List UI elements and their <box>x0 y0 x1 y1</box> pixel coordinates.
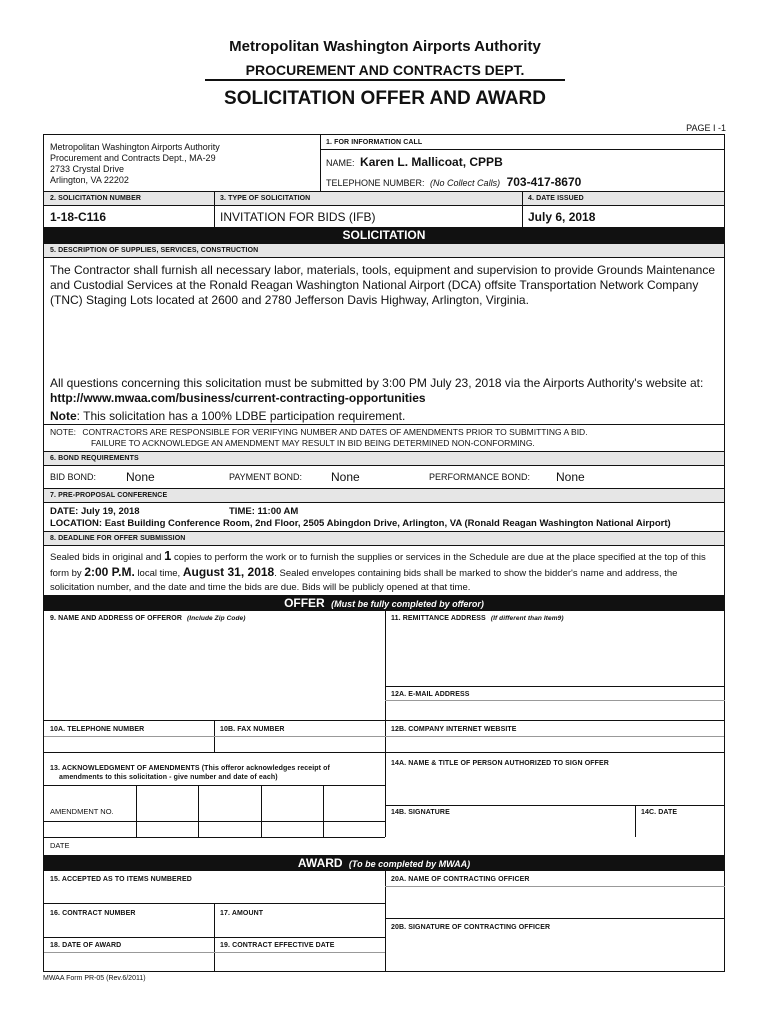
conference-time: TIME: 11:00 AM <box>229 506 299 517</box>
contact-phone: 703-417-8670 <box>506 175 582 189</box>
contact-name-row: NAME: Karen L. Mallicoat, CPPB <box>326 155 503 169</box>
date-issued-label: 4. DATE ISSUED <box>528 195 584 202</box>
amendment-date-label: DATE <box>50 841 70 850</box>
date-issued: July 6, 2018 <box>528 210 596 224</box>
page-number: PAGE I -1 <box>686 123 726 133</box>
deadline-label: 8. DEADLINE FOR OFFER SUBMISSION <box>50 535 186 542</box>
questions-block: All questions concerning this solicitation must be submitted by 3:00 PM July 23, 2018 via the Airports Authority's website at: http://www.mwaa.com/business/current-contracting-opportunities <box>50 376 704 405</box>
signature-label: 14B. SIGNATURE <box>391 809 450 816</box>
amount-label: 17. AMOUNT <box>220 910 264 917</box>
award-date-label: 18. DATE OF AWARD <box>50 942 122 949</box>
contracting-officer-name-label: 20A. NAME OF CONTRACTING OFFICER <box>391 876 530 883</box>
questions-url[interactable]: http://www.mwaa.com/business/current-contracting-opportunities <box>50 391 426 405</box>
solicitation-type-label: 3. TYPE OF SOLICITATION <box>220 195 311 202</box>
dept-title: PROCUREMENT AND CONTRACTS DEPT. <box>205 62 565 81</box>
bond-requirements-label: 6. BOND REQUIREMENTS <box>50 455 139 462</box>
telephone-label: 10A. TELEPHONE NUMBER <box>50 726 145 733</box>
performance-bond: None <box>556 470 585 484</box>
solicitation-number-label: 2. SOLICITATION NUMBER <box>50 195 141 202</box>
fax-label: 10B. FAX NUMBER <box>220 726 285 733</box>
info-call-label: 1. FOR INFORMATION CALL <box>326 139 423 146</box>
website-label: 12B. COMPANY INTERNET WEBSITE <box>391 726 517 733</box>
deadline-text: Sealed bids in original and 1 copies to perform the work or to furnish the supplies or services in the Schedule are due at the place specified at the top of this form by 2:00 P.M. local time, August 31, 2018. Sealed envelopes containing bids shall be marked to show the bidder's name and address, the solicitation number, and the date and time the bids are due. Bids will be publicly opened at that time. <box>50 548 706 593</box>
description-text: The Contractor shall furnish all necessary labor, materials, tools, equipment and supervision to provide Grounds Maintenance and Custodial Services at the Ronald Reagan Washington National Airport (DCA) offsite Transportation Network Company (TNC) Staging Lots located at 2600 and 2780 Jefferson Davis Highway, Arlington, Virginia. <box>50 263 716 307</box>
form-id: MWAA Form PR-05 (Rev.6/2011) <box>43 975 146 982</box>
payment-bond: None <box>331 470 360 484</box>
solicitation-form: Metropolitan Washington Airports Authority Procurement and Contracts Dept., MA-29 2733 Crystal Drive Arlington, VA 22202 1. FOR INFORMATION CALL NAME: Karen L. Mallicoat, CPPB TELEPHONE NUMBER: (No Collect Calls) 703-417-8670 2. SOLICITATION NUMBER 3. TYPE OF SOLICITATION 4. DATE ISSUED 1-18-C116 INVITATION FOR BIDS (IFB) July 6, 2018 SOLICITATION 5. DESCRIPTION OF SUPPLIES, SERVICES, CONSTRUCTION The Contractor shall furnish all necessary labor, materials, tools, equipment and supervision to provide Grounds Maintenance and Custodial Services at the Ronald Reagan Washington National Airport (DCA) offsite Transportation Network Company (TNC) Staging Lots located at 2600 and 2780 Jefferson Davis Highway, Arlington, Virginia. All questions concerning this solicitation must be submitted by 3:00 PM July 23, 2018 via the Airports Authority's website at: http://www.mwaa.com/business/current-contracting-opportunities Note: This solicitation has a 100% LDBE participation requirement. NOTE: CONTRACTORS ARE RESPONSIBLE FOR VERIFYING NUMBER AND DATES OF AMENDMENTS PRIOR TO SUBMITTING A BID. FAILURE TO ACKNOWLEDGE AN AMENDMENT MAY RESULT IN BID BEING DETERMINED NON-CONFORMING. 6. BOND REQUIREMENTS BID BOND: None PAYMENT BOND: None PERFORMANCE BOND: None 7. PRE-PROPOSAL CONFERENCE DATE: July 19, 2018 TIME: 11:00 AM LOCATION: East Building Conference Room, 2nd Floor, 2505 Abingdon Drive, Arlington, VA (Ronald Reagan Washington National Airport) 8. DEADLINE FOR OFFER SUBMISSION Sealed bids in original and 1 copies to perform the work or to furnish the supplies or services in the Schedule are due at the place specified at the top of this form by 2:00 P.M. local time, August 31, 2018. Sealed envelopes containing bids shall be marked to show the bidder's name and address, the solicitation number, and the date and time the bids are due. Bids will be publicly opened at that time. OFFER (Must be fully completed by offeror) 9. NAME AND ADDRESS OF OFFEROR (Include Zip Code) 11. REMITTANCE ADDRESS (If different than Item9) 12A. E-MAIL ADDRESS 10A. TELEPHONE NUMBER 10B. FAX NUMBER 12B. COMPANY INTERNET WEBSITE 13. ACKNOWLEDGMENT OF AMENDMENTS (This offeror acknowledges receipt of amendments to this solicitation - give number and date of each) 14A. NAME & TITLE OF PERSON AUTHORIZED TO SIGN OFFER AMENDMENT NO. 14B. SIGNATURE 14C. DATE DATE AWARD (To be completed by MWAA) 15. ACCEPTED AS TO ITEMS NUMBERED 20A. NAME OF CONTRACTING OFFICER 16. CONTRACT NUMBER 17. AMOUNT 20B. SIGNATURE OF CONTRACTING OFFICER 18. DATE OF AWARD 19. CONTRACT EFFECTIVE DATE <box>43 134 725 972</box>
contract-number-label: 16. CONTRACT NUMBER <box>50 910 136 917</box>
sign-date-label: 14C. DATE <box>641 809 678 816</box>
conference-location: LOCATION: East Building Conference Room, 2nd Floor, 2505 Abingdon Drive, Arlington, VA (Ronald Reagan Washington National Airport) <box>50 518 671 529</box>
conference-date: DATE: July 19, 2018 <box>50 506 140 517</box>
form-title: SOLICITATION OFFER AND AWARD <box>224 88 546 109</box>
contracting-officer-signature-label: 20B. SIGNATURE OF CONTRACTING OFFICER <box>391 924 551 931</box>
org-title: Metropolitan Washington Airports Authority <box>229 38 541 55</box>
accepted-items-label: 15. ACCEPTED AS TO ITEMS NUMBERED <box>50 876 192 883</box>
description-label: 5. DESCRIPTION OF SUPPLIES, SERVICES, CONSTRUCTION <box>50 247 259 254</box>
contact-name: Karen L. Mallicoat, CPPB <box>360 155 503 169</box>
amendment-note: NOTE: CONTRACTORS ARE RESPONSIBLE FOR VERIFYING NUMBER AND DATES OF AMENDMENTS PRIOR TO SUBMITTING A BID. <box>50 427 588 437</box>
authorized-signer-label: 14A. NAME & TITLE OF PERSON AUTHORIZED TO SIGN OFFER <box>391 760 609 767</box>
effective-date-label: 19. CONTRACT EFFECTIVE DATE <box>220 942 335 949</box>
solicitation-bar: SOLICITATION <box>44 227 724 244</box>
email-label: 12A. E-MAIL ADDRESS <box>391 691 470 698</box>
contact-phone-row: TELEPHONE NUMBER: (No Collect Calls) 703-417-8670 <box>326 175 582 189</box>
solicitation-type: INVITATION FOR BIDS (IFB) <box>220 210 376 224</box>
bid-bond: None <box>126 470 155 484</box>
issuer-address: Metropolitan Washington Airports Authority Procurement and Contracts Dept., MA-29 2733 Crystal Drive Arlington, VA 22202 <box>50 142 220 185</box>
offer-bar: OFFER (Must be fully completed by offeror) <box>44 595 724 611</box>
amendment-no-label: AMENDMENT NO. <box>50 807 114 816</box>
deadline-time: 2:00 P.M. <box>84 565 135 579</box>
conference-label: 7. PRE-PROPOSAL CONFERENCE <box>50 492 168 499</box>
solicitation-number: 1-18-C116 <box>50 210 107 224</box>
ldbe-note: Note: This solicitation has a 100% LDBE participation requirement. <box>50 409 406 423</box>
award-bar: AWARD (To be completed by MWAA) <box>44 855 724 871</box>
amendments-label: 13. ACKNOWLEDGMENT OF AMENDMENTS (This offeror acknowledges receipt of amendments to this solicitation - give number and date of each) <box>50 765 330 781</box>
remittance-address-label: 11. REMITTANCE ADDRESS (If different than Item9) <box>391 615 564 622</box>
deadline-date: August 31, 2018 <box>182 565 275 579</box>
offeror-name-label: 9. NAME AND ADDRESS OF OFFEROR (Include Zip Code) <box>50 615 246 622</box>
